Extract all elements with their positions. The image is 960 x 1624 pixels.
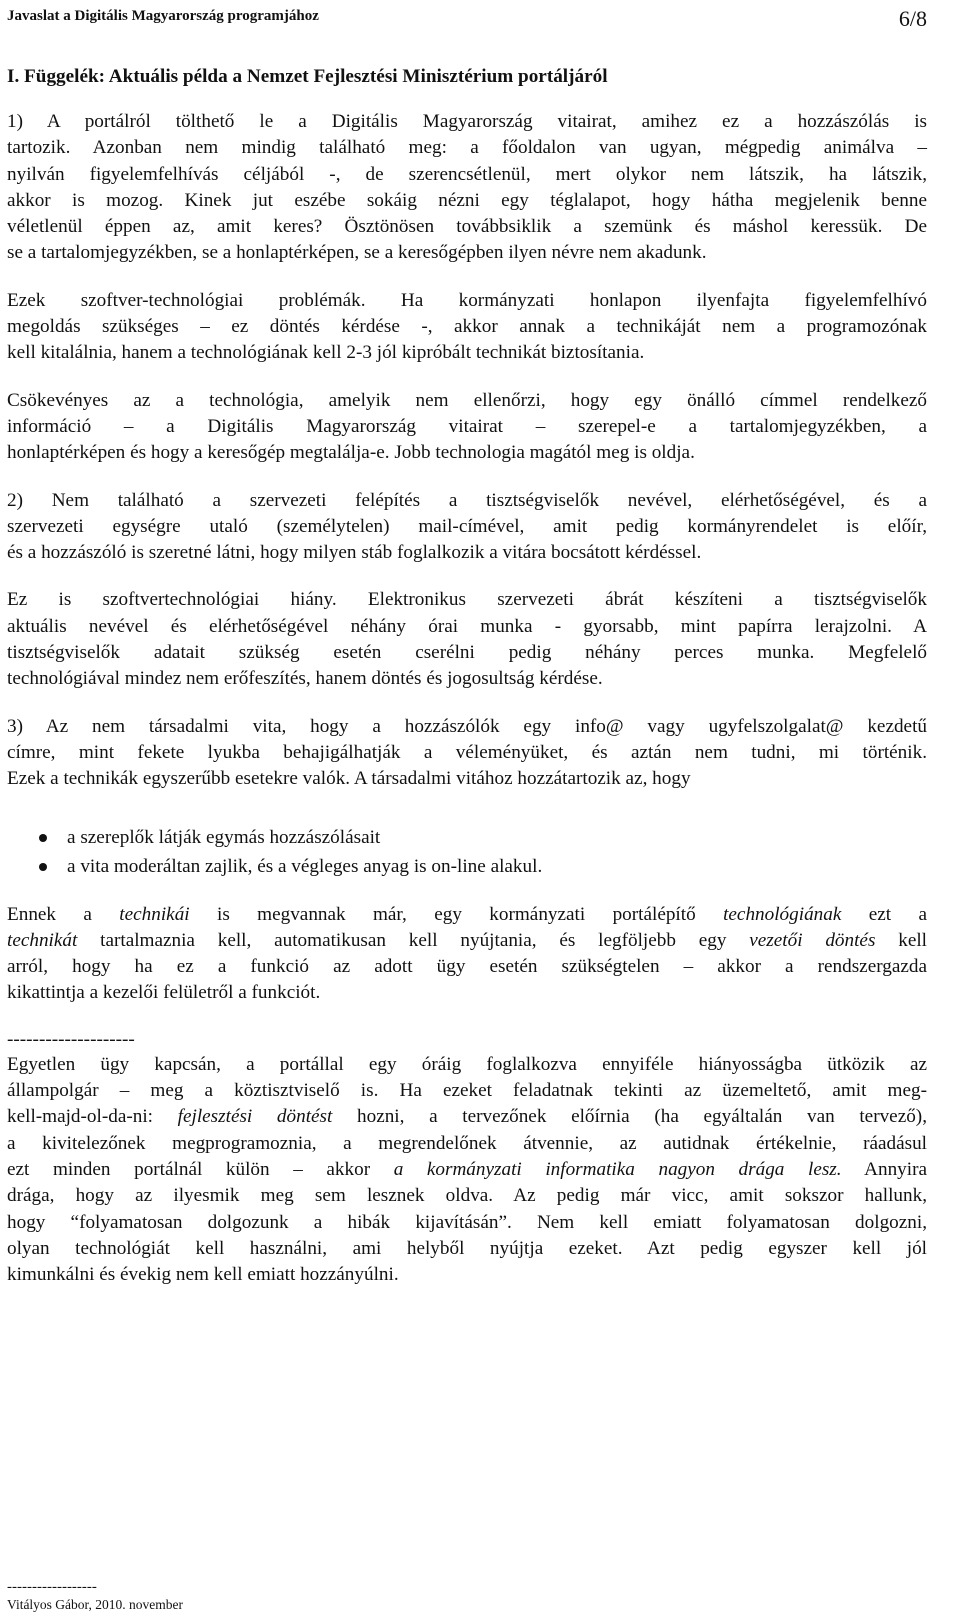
text-line: Ezek szoftver-technológiai problémák. Ha kormányzati honlapon ilyenfajta figyelemfelhívó xyxy=(7,289,927,311)
text-line: Ezek a technikák egyszerűbb esetekre valók. A társadalmi vitához hozzátartozik az, hogy xyxy=(7,768,691,790)
text-line xyxy=(7,902,927,928)
paragraph-portal-download xyxy=(7,109,927,267)
page-number: 6/8 xyxy=(898,6,927,31)
header-title: Javaslat a Digitális Magyarország programjához xyxy=(7,8,319,24)
text-line: hogy “folyamatosan dolgozunk a hibák kijavításán”. Nem kell emiatt folyamatosan dolgozni, xyxy=(7,1211,927,1233)
text-line: Egyetlen ügy kapcsán, a portállal egy óráig foglalkozva ennyiféle hiányosságba ütközik az xyxy=(7,1053,927,1075)
footer-author: Vitályos Gábor, 2010. november xyxy=(7,1597,183,1612)
bullet-icon xyxy=(39,834,47,842)
text-line: 3) Az nem társadalmi vita, hogy a hozzászólók egy info@ vagy ugyfelszolgalat@ kezdetű xyxy=(7,715,927,737)
italic-run: technikái xyxy=(119,903,190,925)
italic-run: a kormányzati informatika nagyon drága lesz. xyxy=(393,1158,842,1180)
list-item-text: a vita moderáltan zajlik, és a végleges anyag is on-line alakul. xyxy=(67,855,543,877)
italic-run: technikát xyxy=(7,929,78,951)
text-line: tartozik. Azonban nem mindig található meg: a főoldalon van ugyan, mégpedig animálva – xyxy=(7,137,927,159)
italic-run: fejlesztési döntést xyxy=(177,1106,333,1128)
document-body xyxy=(7,64,927,1288)
page-footer xyxy=(7,1578,407,1614)
footer-separator: ------------------ xyxy=(7,1579,97,1595)
text-line: szervezeti egységre utaló (személytelen) mail-címével, amit pedig kormányrendelet is előír, xyxy=(7,515,927,537)
text-line: kell kitalálnia, hanem a technológiának kell 2-3 jól kipróbált technikát biztosítania. xyxy=(7,342,645,364)
text-line: aktuális nevével és elérhetőségével néhány órai munka - gyorsabb, mint papírra lerajzolni. A xyxy=(7,615,927,637)
italic-run: vezetői döntés xyxy=(749,929,876,951)
text-line xyxy=(7,1157,927,1183)
text-line: akkor is mozog. Kinek jut eszébe sokáig nézni egy téglalapot, hogy hátha megjelenik benne xyxy=(7,189,927,211)
text-run: Annyira xyxy=(841,1158,927,1180)
text-line xyxy=(7,1104,927,1130)
list-item-text: a szereplők látják egymás hozzászólásait xyxy=(67,826,381,848)
bullet-list xyxy=(7,823,927,881)
text-run: hozni, a tervezőnek előírnia (ha egyáltalán van tervező), xyxy=(332,1106,927,1128)
text-run: kell-majd-ol-da-ni: xyxy=(7,1106,178,1128)
list-item xyxy=(7,823,927,852)
text-line: információ – a Digitális Magyarország vitairat – szerepel-e a tartalomjegyzékben, a xyxy=(7,415,927,437)
text-line: technológiával mindez nem erőfeszítés, hanem döntés és jogosultság kérdése. xyxy=(7,668,603,690)
text-line: kikattintja a kezelői felületről a funkciót. xyxy=(7,982,321,1004)
text-line: véletlenül éppen az, amit keres? Ösztönösen továbbsiklik a szemünk és máshol keressük. De xyxy=(7,216,927,238)
paragraph-technology xyxy=(7,388,927,467)
text-line: és a hozzászóló is szeretné látni, hogy milyen stáb foglalkozik a vitára bocsátott kérdéssel. xyxy=(7,542,702,564)
list-item xyxy=(7,852,927,881)
paragraph-org-structure xyxy=(7,488,927,567)
text-line: olyan technológiát kell használni, ami helyből nyújtja ezeket. Azt pedig egyszer kell jól xyxy=(7,1237,927,1259)
page-header xyxy=(7,6,927,36)
text-line: 1) A portálról tölthető le a Digitális Magyarország vitairat, amihez ez a hozzászólás is xyxy=(7,111,927,132)
separator-line: -------------------- xyxy=(7,1028,135,1050)
text-line: honlaptérképen és hogy a keresőgép megtalálja-e. Jobb technologia magától meg is oldja. xyxy=(7,442,695,464)
paragraph-public-debate xyxy=(7,714,927,793)
text-line: se a tartalomjegyzékben, se a honlaptérképen, se a keresőgépben ilyen névre nem akadunk. xyxy=(7,242,707,264)
bullet-icon xyxy=(39,863,47,871)
text-run: kell xyxy=(875,929,927,951)
italic-run: technológiának xyxy=(723,903,842,925)
text-line: 2) Nem található a szervezeti felépítés a tisztségviselők nevével, elérhetőségével, és a xyxy=(7,489,927,511)
paragraph-techniques xyxy=(7,902,927,1007)
text-line: Ez is szoftvertechnológiai hiány. Elektronikus szervezeti ábrát készíteni a tisztségviselők xyxy=(7,589,927,611)
text-line: tisztségviselők adatait szükség esetén cserélni pedig néhány perces munka. Megfelelő xyxy=(7,642,927,664)
paragraph-software-problems xyxy=(7,288,927,367)
text-line: kimunkálni és évekig nem kell emiatt hozzányúlni. xyxy=(7,1264,399,1286)
text-run: ezt a xyxy=(841,903,928,925)
text-line: Csökevényes az a technológia, amelyik nem ellenőrzi, hogy egy önálló címmel rendelkező xyxy=(7,389,927,411)
text-run: is megvannak már, egy kormányzati portálépítő xyxy=(189,903,724,925)
paragraph-conclusion xyxy=(7,1052,927,1289)
appendix-title: I. Függelék: Aktuális példa a Nemzet Fejlesztési Minisztérium portáljáról xyxy=(7,66,608,87)
text-line: arról, hogy ha ez a funkció az adott ügy esetén szükségtelen – akkor a rendszergazda xyxy=(7,956,927,978)
text-run: tartalmaznia kell, automatikusan kell nyújtania, és legföljebb egy xyxy=(77,929,750,951)
text-line: nyilván figyelemfelhívás céljából -, de szerencsétlenül, mert olykor nem látszik, ha látszik, xyxy=(7,163,927,185)
text-line xyxy=(7,928,927,954)
text-line: a kivitelezőnek megprogramoznia, a megrendelőnek átvennie, az autidnak értékelnie, ráadásul xyxy=(7,1132,927,1154)
text-line: drága, hogy az ilyesmik meg sem lesznek oldva. Az pedig már vicc, amit sokszor hallunk, xyxy=(7,1185,927,1207)
text-line: címre, mint fekete lyukba behajigálhatják a véleményüket, és aztán nem tudni, mi történik. xyxy=(7,741,927,763)
paragraph-software-gap xyxy=(7,587,927,692)
text-line: állampolgár – meg a köztisztviselő is. Ha ezeket feladatnak tekinti az üzemeltető, amit meg- xyxy=(7,1080,927,1102)
text-run: ezt minden portálnál külön – akkor xyxy=(7,1158,394,1180)
text-line: megoldás szükséges – ez döntés kérdése -, akkor annak a technikáját nem a programozónak xyxy=(7,316,927,338)
text-run: Ennek a xyxy=(7,903,120,925)
